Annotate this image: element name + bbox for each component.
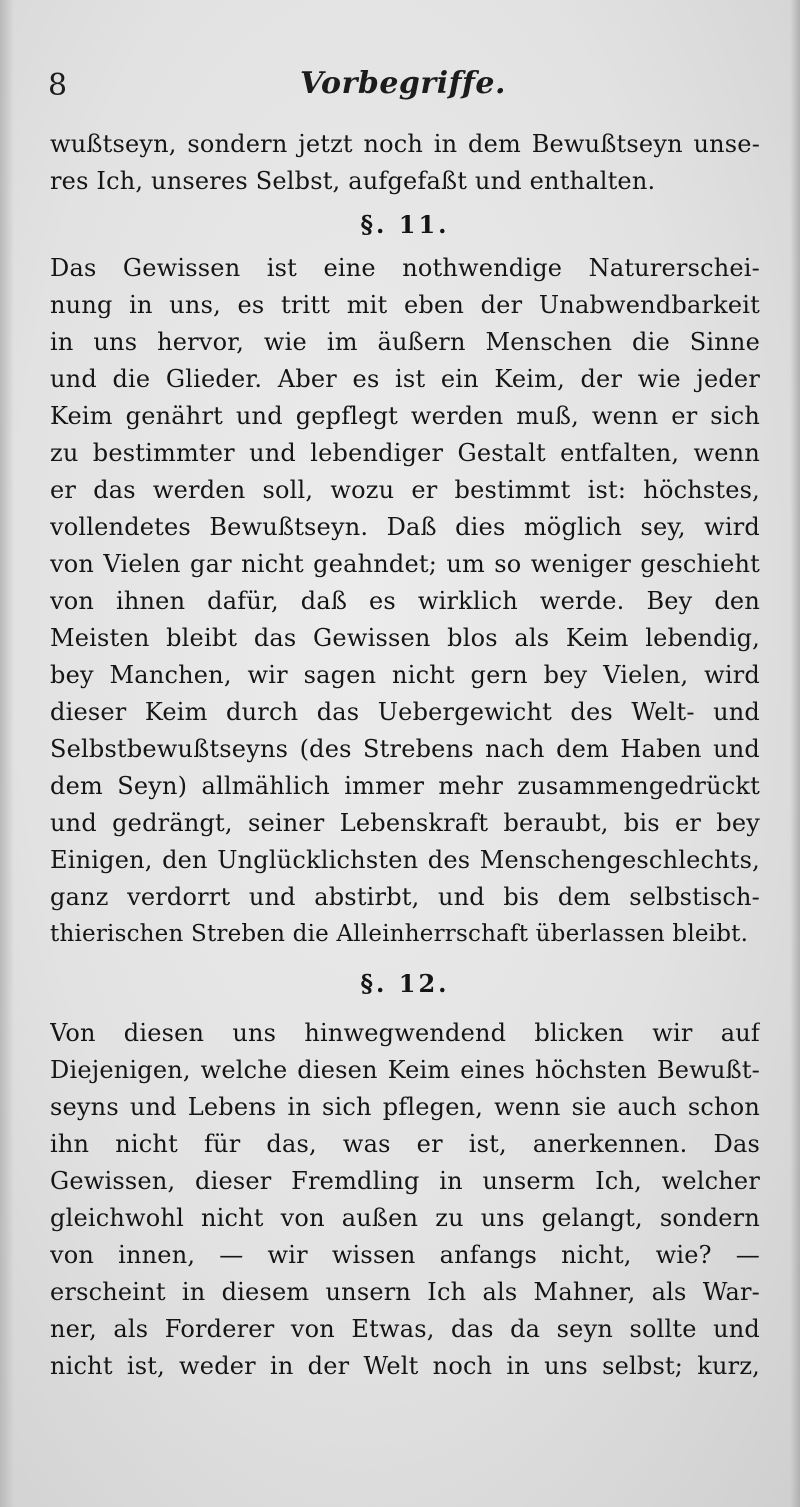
running-title: Vorbegriffe.: [300, 66, 506, 101]
text-line: gleichwohl nicht von außen zu uns gelangt, sondern: [50, 1204, 760, 1232]
text-line: Das Gewissen ist eine nothwendige Naturerschei-: [50, 254, 760, 282]
text-line: Selbstbewußtseyns (des Strebens nach dem Haben und: [50, 735, 760, 763]
text-line: dieser Keim durch das Uebergewicht des Welt- und: [50, 698, 760, 726]
text-line: res Ich, unseres Selbst, aufgefaßt und enthalten.: [50, 167, 656, 195]
text-line: ganz verdorrt und abstirbt, und bis dem selbstisch-: [50, 883, 760, 911]
section-heading-12: §. 12.: [360, 969, 450, 998]
text-line: zu bestimmter und lebendiger Gestalt entfalten, wenn: [50, 439, 760, 467]
text-line: dem Seyn) allmählich immer mehr zusammengedrückt: [50, 772, 760, 800]
section-heading-11: §. 11.: [360, 210, 450, 239]
text-line: Einigen, den Unglücklichsten des Menschengeschlechts,: [50, 846, 760, 874]
text-line: und gedrängt, seiner Lebenskraft beraubt, bis er bey: [50, 809, 760, 837]
page-body: [50, 126, 760, 1385]
text-line: er das werden soll, wozu er bestimmt ist: höchstes,: [50, 476, 760, 504]
page-edge-shadow-right: [790, 0, 800, 1507]
text-line: ihn nicht für das, was er ist, anerkennen. Das: [50, 1130, 760, 1158]
text-line: Keim genährt und gepflegt werden muß, wenn er sich: [50, 402, 760, 430]
text-line: Gewissen, dieser Fremdling in unserm Ich, welcher: [50, 1167, 760, 1195]
page-number: 8: [48, 68, 68, 103]
text-line: von innen, — wir wissen anfangs nicht, wie? —: [50, 1241, 760, 1269]
text-line: nicht ist, weder in der Welt noch in uns selbst; kurz,: [50, 1352, 760, 1380]
text-line: Von diesen uns hinwegwendend blicken wir auf: [50, 1019, 760, 1047]
text-line: von ihnen dafür, daß es wirklich werde. Bey den: [50, 587, 760, 615]
text-line: in uns hervor, wie im äußern Menschen die Sinne: [50, 328, 760, 356]
text-line: ner, als Forderer von Etwas, das da seyn sollte und: [50, 1315, 760, 1343]
text-line: Meisten bleibt das Gewissen blos als Keim lebendig,: [50, 624, 760, 652]
text-line: wußtseyn, sondern jetzt noch in dem Bewußtseyn unse-: [50, 130, 760, 158]
text-line: erscheint in diesem unsern Ich als Mahner, als War-: [50, 1278, 760, 1306]
text-line: von Vielen gar nicht geahndet; um so weniger geschieht: [50, 550, 760, 578]
text-line: seyns und Lebens in sich pflegen, wenn sie auch schon: [50, 1093, 760, 1121]
text-line: vollendetes Bewußtseyn. Daß dies möglich sey, wird: [50, 513, 760, 541]
page-edge-shadow-left: [0, 0, 14, 1507]
text-line: nung in uns, es tritt mit eben der Unabwendbarkeit: [50, 291, 760, 319]
text-line: und die Glieder. Aber es ist ein Keim, der wie jeder: [50, 365, 760, 393]
running-head: [48, 62, 758, 112]
text-line: thierischen Streben die Alleinherrschaft überlassen bleibt.: [50, 921, 749, 947]
text-line: Diejenigen, welche diesen Keim eines höchsten Bewußt-: [50, 1056, 760, 1084]
text-line: bey Manchen, wir sagen nicht gern bey Vielen, wird: [50, 661, 760, 689]
